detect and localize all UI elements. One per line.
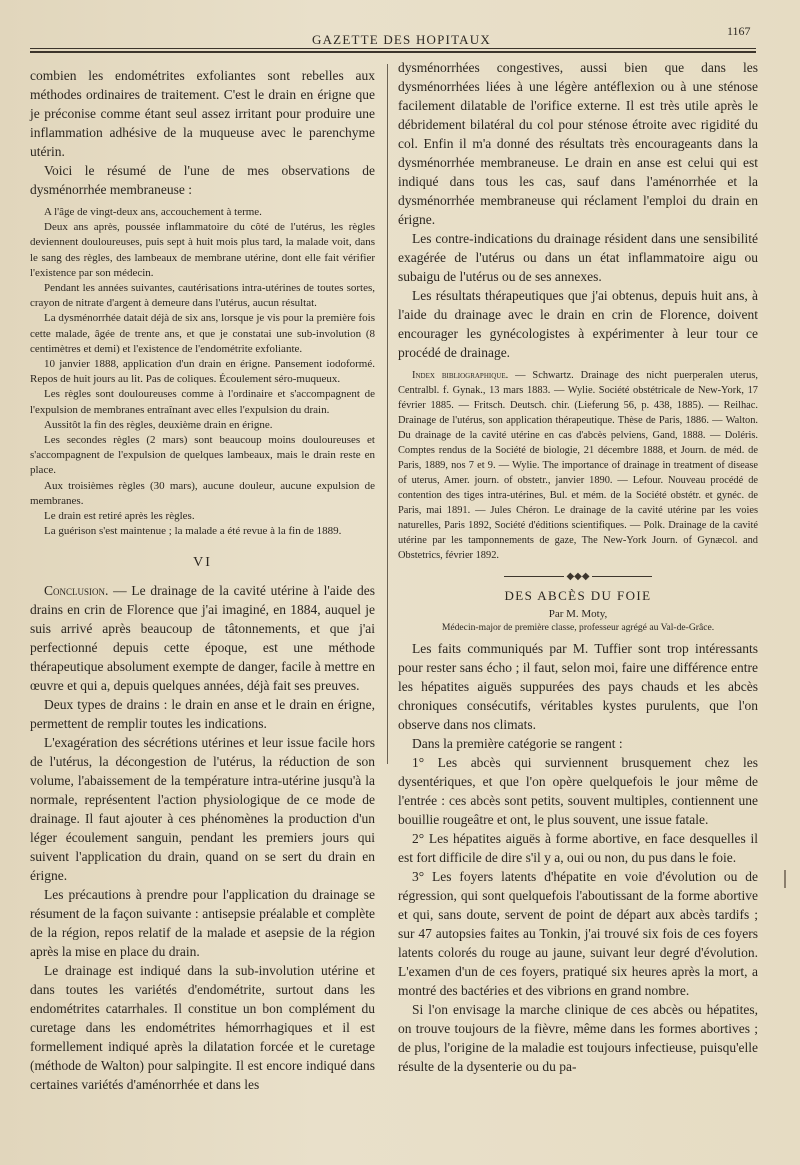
paragraph: 2° Les hépatites aiguës à forme abortive, en face desquelles il est fort difficile de dire s'il y a, oui ou non, du pus dans le foie. [398, 831, 758, 866]
paragraph: L'exagération des sécrétions utérines et leur issue facile hors de l'utérus, la décongestion de l'utérus, la réduction de son volume, l'abaissement de la température intra-utérine jusqu'à la normale, représentent l'action physiologique de ce mode de drainage. Il faut ajouter à ces phénomènes la production d'un léger écoulement sanguin, pendant les premiers jours qui suivent l'application du drain, quand on se sert du drain en érigne. [30, 735, 375, 884]
article-title: DES ABCÈS DU FOIE [504, 588, 652, 604]
paragraph: Les résultats thérapeutiques que j'ai obtenus, depuis huit ans, à l'aide du drainage avec le drain en crin de Florence, doivent encourager les gynécologistes à expérimenter à leur tour ce procédé de drainage. [398, 288, 758, 360]
author-affiliation: Médecin-major de première classe, professeur agrégé au Val-de-Grâce. [441, 622, 715, 634]
bibliography-text: — Schwartz. Drainage des nicht puerperalen uterus, Centralbl. f. Gynak., 13 mars 1883. — Wylie. Société obstétricale de New-York, 17 février 1885. — Fritsch. Deutsch. chir. (Lieferung 56, p. 438, 1885). — Reilhac. Drainage de l'utérus, son application thérapeutique. Thèse de Paris, 1886. — Walton. Du drainage de la cavité utérine en cas d'abcès pelviens, Gand, 1888. — Doléris. Comptes rendus de la Société de biologie, 21 décembre 1888, et Journ. de méd. de Paris, 1889, nos 7 et 9. — Wylie. The importance of drainage in treatment of disease of uterus, Amer. journ. of obstetr., janvier 1890. — Lefour. Nouveau procédé de contention des tiges intra-utérines, Bul. et mém. de la Société obstétr. et gynéc. de Paris, mai 1891. — Jules Chéron. Le drainage de la cavité utérine par les voies naturelles, Paris 1892, Société d'éditions scientifiques. — Polk. Drainage de la cavité utérine par les tamponnements de gaze, The New-York Journ. of Gynæcol. and Obstetrics, février 1892. [398, 370, 759, 561]
column-divider [387, 64, 388, 764]
observation-line: Les secondes règles (2 mars) sont beaucoup moins douloureuses et s'accompagnent de l'expulsion de quelques lambeaux, mais le drain reste en place. [30, 434, 375, 477]
paragraph: 3° Les foyers latents d'hépatite en voie d'évolution ou de régression, qui sont quelquefois l'aboutissant de la forme abortive et qui, sans doute, servent de point de départ aux abcès tardifs ; sur 47 autopsies faites au Tonkin, j'ai trouvé six fois de ces foyers latents colorés du rouge au jaune, suivant leur degré d'évolution. L'examen d'un de ces foyers, pratiqué six heures après la mort, a montré des bactéries et des vibrions en grand nombre. [398, 869, 758, 999]
observation-line: Pendant les années suivantes, cautérisations intra-utérines de toutes sortes, crayon de nitrate d'argent à demeure dans l'utérus, aucun résultat. [30, 282, 375, 310]
paragraph: Voici le résumé de l'une de mes observations de dysménorrhée membraneuse : [30, 163, 375, 197]
observation-line: Les règles sont douloureuses comme à l'ordinaire et s'accompagnent de l'expulsion de membranes entraînant avec elles l'expulsion du drain. [30, 388, 375, 416]
paragraph: Si l'on envisage la marche clinique de ces abcès ou hépatites, on trouve toujours de la fièvre, même dans les formes abortives ; de plus, l'origine de la maladie est toujours infectieuse, puisqu'elle résulte de la dysenterie ou du pa- [398, 1002, 758, 1075]
paragraph: dysménorrhées congestives, aussi bien que dans les dysménorrhées liées à une légère antéflexion ou à une sténose facilement dilatable de l'orifice externe. Il est très utile après le débridement bilatéral du col pour sténose étroite avec rigidité du col. Enfin il m'a donné des résultats très encourageants dans la dysménorrhée membraneuse. Le drain en anse est celui qui est indiqué dans tous les cas, sauf dans l'aménorrhée et la dysménorrhée membraneuse qui réclament l'emploi du drain en érigne. [398, 60, 758, 227]
conclusion-label: Conclusion. [44, 583, 109, 599]
paragraph: Les faits communiqués par M. Tuffier sont trop intéressants pour rester sans écho ; il faut, selon moi, faire une différence entre les hépatites aiguës suppurées des pays chauds et les abcès chroniques consécutifs, véritables kystes purulents, que l'on observe dans nos climats. [398, 641, 758, 733]
page-edge-mark [784, 870, 786, 888]
right-column [398, 58, 759, 1075]
observation-line: La dysménorrhée datait déjà de six ans, lorsque je vis pour la première fois cette malade, âgée de trente ans, et que je constatai une sub-involution (8 centimètres et demi) et l'existence de l'endométrite exfoliante. [30, 312, 375, 355]
paragraph: Deux types de drains : le drain en anse et le drain en érigne, permettent de remplir toutes les indications. [30, 697, 375, 732]
observation-line: Aux troisièmes règles (30 mars), aucune douleur, aucune expulsion de membranes. [30, 479, 375, 507]
header-rule [30, 48, 756, 49]
header-rule-double [30, 51, 756, 53]
observation-line: A l'âge de vingt-deux ans, accouchement à terme. [44, 206, 262, 218]
paragraph: combien les endométrites exfoliantes sont rebelles aux méthodes ordinaires de traitement. C'est le drain en érigne que je préconise comme étant seul assez irritant pour produire une inflammation adhésive de la muqueuse avec le parenchyme utérin. [30, 68, 375, 159]
paragraph: Le drainage est indiqué dans la sub-involution utérine et dans toutes les variétés d'endométrite, surtout dans les endométrites catarrhales. Il constitue un bon complément du curetage dans les endométrites hémorrhagiques et il est formellement indiqué après la dilatation forcée et le curetage (méthode de Walton) pour salpingite. Il est encore indiqué dans certaines variétés d'aménorrhée et dans les [30, 963, 375, 1093]
paragraph: 1° Les abcès qui surviennent brusquement chez les dysentériques, et que l'on opère quelquefois le jour même de l'entrée : ces abcès sont petits, souvent multiples, contiennent une bouillie rougeâtre et ont, le plus souvent, une issue fatale. [398, 755, 758, 828]
page-header [22, 24, 780, 48]
article-author: Par M. Moty, [548, 608, 608, 621]
paragraph: Les précautions à prendre pour l'application du drainage se résument de la façon suivante : antisepsie préalable et complète de la région, repos relatif de la malade et asepsie de la région après la mise en place du drain. [30, 887, 375, 960]
bibliography-label: Index bibliographique. [412, 370, 509, 381]
ornament-divider: ◆◆◆ [398, 571, 758, 582]
left-column [30, 66, 376, 1093]
observation-line: 10 janvier 1888, application d'un drain en érigne. Pansement iodoformé. Repos de huit jours au lit. Pas de coliques. Écoulement séro-muqueux. [30, 358, 375, 386]
observation-line: Aussitôt la fin des règles, deuxième drain en érigne. [44, 418, 273, 431]
bibliography [398, 368, 758, 563]
conclusion-text: — Le drainage de la cavité utérine à l'aide des drains en crin de Florence que j'ai imaginé, en 1884, auquel je suis arrivé après beaucoup de tâtonnements, et que j'ai perfectionné depuis cette époque, est une méthode thérapeutique absolument exempte de danger, facile à mettre en œuvre et qui a, depuis quelques années, déjà fait ses preuves. [30, 583, 376, 694]
section-number: VI [193, 555, 212, 571]
paragraph: Les contre-indications du drainage résident dans une sensibilité exagérée de l'utérus ou dans un état inflammatoire aigu ou subaigu de l'utérus ou de ses annexes. [398, 231, 758, 284]
conclusion-paragraph [30, 581, 375, 695]
observation-line: La guérison s'est maintenue ; la malade a été revue à la fin de 1889. [44, 525, 342, 538]
observation-line: Deux ans après, poussée inflammatoire du côté de l'utérus, les règles deviennent douloureuses, puis sept à huit mois plus tard, la malade voit, dans le sang des règles, des lambeaux de membrane utérine, dont elle fait vérifier l'existence par son médecin. [30, 221, 375, 279]
page-number: 1167 [727, 24, 751, 38]
observation-line: Le drain est retiré après les règles. [44, 510, 195, 523]
paragraph: Dans la première catégorie se rangent : [412, 736, 623, 752]
journal-title: GAZETTE DES HOPITAUX [312, 32, 491, 47]
